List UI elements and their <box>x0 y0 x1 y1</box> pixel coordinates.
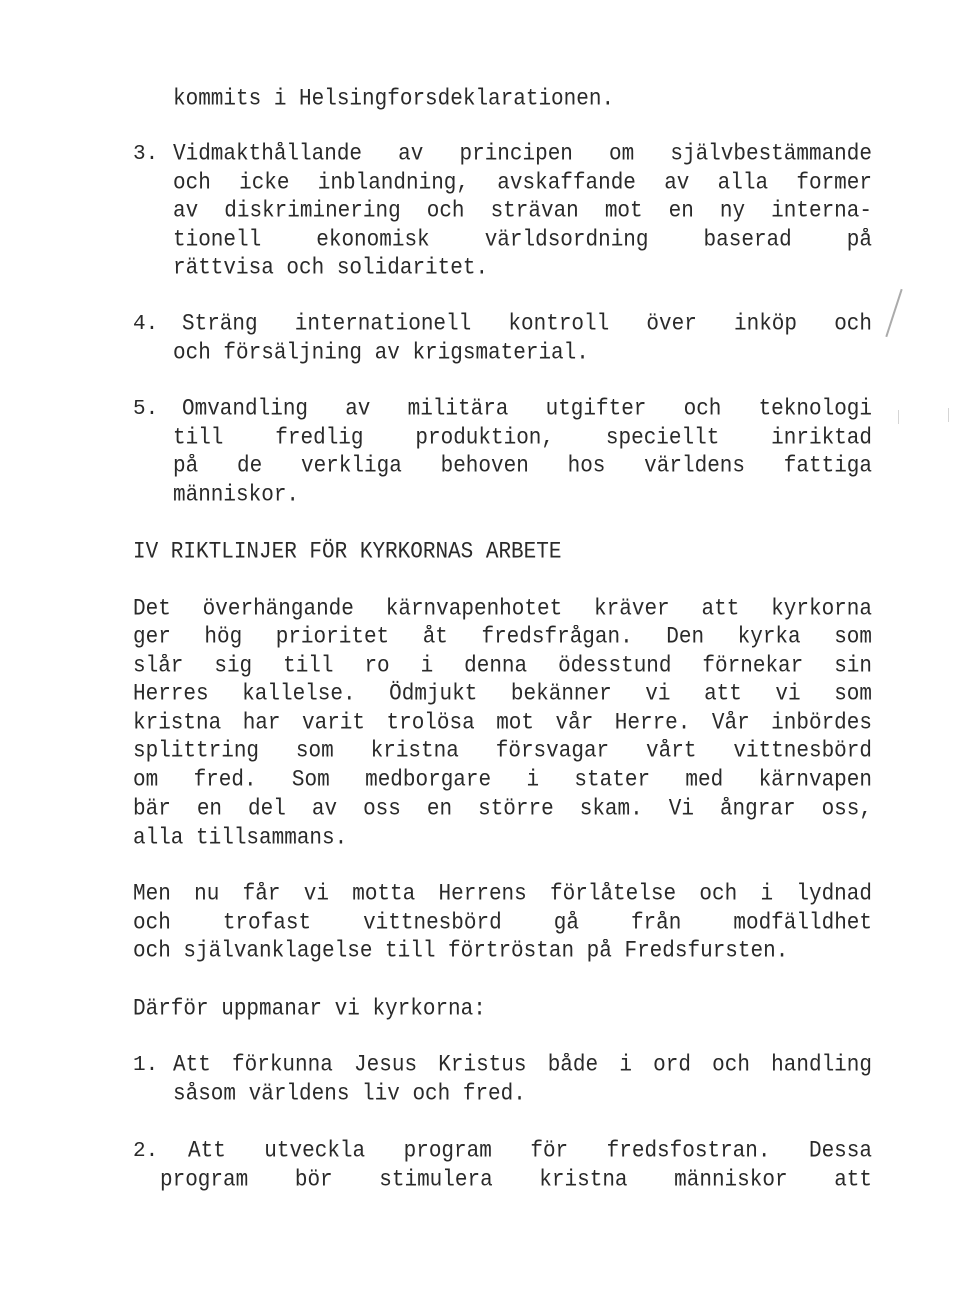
intro-line: kommits i Helsingforsdeklarationen. <box>173 87 615 112</box>
paragraph-line: om fred. Som medborgare i stater med kärnvapen <box>133 768 872 793</box>
list-item-line: såsom världens liv och fred. <box>173 1082 526 1107</box>
list-item-line: till fredlig produktion, speciellt inriktad <box>173 426 872 451</box>
list-item-number: 5. <box>133 398 159 421</box>
paragraph-line: och självanklagelse till förtröstan på Fredsfursten. <box>133 939 789 964</box>
list-item-line: av diskriminering och strävan mot en ny interna- <box>173 199 872 224</box>
margin-pen-mark <box>898 410 899 424</box>
list-item-line: och icke inblandning, avskaffande av alla former <box>173 171 872 196</box>
list-item-line: människor. <box>173 483 300 508</box>
list-item-line: tionell ekonomisk världsordning baserad på <box>173 228 872 253</box>
list-item-line: Vidmakthållande av principen om självbestämmande <box>173 142 872 167</box>
list-item-line: Att förkunna Jesus Kristus både i ord och handling <box>173 1053 872 1078</box>
exhortation-line: Därför uppmanar vi kyrkorna: <box>133 997 486 1022</box>
paragraph-line: ger hög prioritet åt fredsfrågan. Den kyrka som <box>133 625 872 650</box>
list-item-number: 4. <box>133 313 159 336</box>
paragraph-line: Men nu får vi motta Herrens förlåtelse och i lydnad <box>133 882 872 907</box>
list-item-line: Sträng internationell kontroll över inköp och <box>182 312 872 337</box>
list-item-number: 1. <box>133 1054 159 1077</box>
list-item-number: 2. <box>133 1140 159 1163</box>
list-item-line: Att utveckla program för fredsfostran. Dessa <box>188 1139 872 1164</box>
list-item-line: rättvisa och solidaritet. <box>173 256 489 281</box>
paragraph-line: Herres kallelse. Ödmjukt bekänner vi att vi som <box>133 682 872 707</box>
list-item-line: Omvandling av militära utgifter och teknologi <box>182 397 872 422</box>
paragraph-line: splittring som kristna försvagar vårt vittnesbörd <box>133 739 872 764</box>
list-item-line: och försäljning av krigsmaterial. <box>173 341 589 366</box>
paragraph-line: alla tillsammans. <box>133 826 348 851</box>
paragraph-line: Det överhängande kärnvapenhotet kräver att kyrkorna <box>133 597 872 622</box>
list-item-line: på de verkliga behoven hos världens fattiga <box>173 454 872 479</box>
margin-pen-mark <box>885 289 902 337</box>
list-item-line: program bör stimulera kristna människor att <box>160 1168 872 1193</box>
paragraph-line: kristna har varit trolösa mot vår Herre. Vår inbördes <box>133 711 872 736</box>
margin-pen-mark <box>948 408 949 422</box>
list-item-number: 3. <box>133 143 159 166</box>
paragraph-line: slår sig till ro i denna ödesstund förnekar sin <box>133 654 872 679</box>
section-heading: IV RIKTLINJER FÖR KYRKORNAS ARBETE <box>133 540 562 565</box>
paragraph-line: och trofast vittnesbörd gå från modfälldhet <box>133 911 872 936</box>
paragraph-line: bär en del av oss en större skam. Vi ångrar oss, <box>133 797 872 822</box>
